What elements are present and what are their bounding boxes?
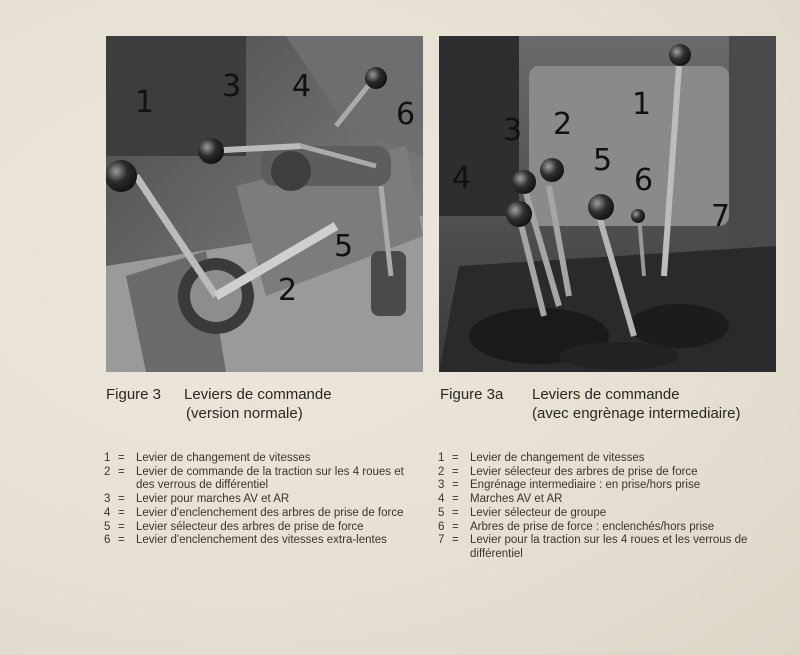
equals-sign: = xyxy=(452,452,459,464)
legend-item xyxy=(438,452,768,466)
figure-3-caption xyxy=(106,385,332,423)
legend-text: Marches AV et AR xyxy=(470,493,563,506)
legend-text: Levier de changement de vitesses xyxy=(136,452,311,464)
equals-sign: = xyxy=(452,493,459,506)
callout-label: 1 xyxy=(135,85,155,120)
callout-label: 3 xyxy=(503,113,523,148)
legend-key: 7 xyxy=(438,534,445,547)
callout-label: 6 xyxy=(634,163,654,198)
legend-item xyxy=(438,493,768,507)
legend-text: Engrénage intermediaire : en prise/hors prise xyxy=(470,479,701,492)
equals-sign: = xyxy=(452,520,459,533)
figure-subtitle: (version normale) xyxy=(186,405,303,422)
legend-key: 2 xyxy=(104,465,111,478)
legend-item xyxy=(438,534,768,561)
legend-item xyxy=(104,507,416,521)
equals-sign: = xyxy=(118,506,125,519)
legend-item xyxy=(104,466,416,493)
legend-item xyxy=(438,479,768,493)
legend-item xyxy=(104,521,416,535)
equals-sign: = xyxy=(452,506,459,519)
legend-item xyxy=(438,466,768,480)
callout-label: 2 xyxy=(553,107,573,142)
legend-text: Levier sélecteur des arbres de prise de force xyxy=(136,520,364,533)
callout-label: 6 xyxy=(396,97,416,132)
figure-number: Figure 3 xyxy=(106,386,162,403)
equals-sign: = xyxy=(118,493,125,506)
legend-text: Levier d'enclenchement des arbres de prise de force xyxy=(136,506,404,519)
equals-sign: = xyxy=(452,465,459,478)
figure-3a-caption xyxy=(440,385,740,423)
legend-item xyxy=(438,521,768,535)
equals-sign: = xyxy=(118,534,125,547)
callout-label: 4 xyxy=(292,69,312,104)
legend-key: 4 xyxy=(438,493,445,506)
legend-item xyxy=(104,452,416,466)
legend-key: 3 xyxy=(438,479,445,492)
callout-label: 3 xyxy=(222,69,242,104)
legend-key: 6 xyxy=(438,520,445,533)
figure-3a-photo xyxy=(439,36,776,372)
equals-sign: = xyxy=(118,520,125,533)
legend-text: Arbres de prise de force : enclenchés/hors prise xyxy=(470,520,715,533)
callout-label: 4 xyxy=(452,161,472,196)
figure-3-photo xyxy=(106,36,423,372)
callout-label: 2 xyxy=(278,273,298,308)
legend-key: 5 xyxy=(104,520,111,533)
equals-sign: = xyxy=(118,452,125,464)
legend-text: Levier sélecteur de groupe xyxy=(470,506,607,519)
equals-sign: = xyxy=(452,479,459,492)
callout-label: 1 xyxy=(632,87,652,122)
callout-label: 7 xyxy=(711,199,731,234)
legend-key: 6 xyxy=(104,534,111,547)
legend-text: Levier de changement de vitesses xyxy=(470,452,645,464)
legend-text: Levier pour marches AV et AR xyxy=(136,493,290,506)
legend-key: 5 xyxy=(438,506,445,519)
legend-text: Levier de commande de la traction sur les 4 roues et des verrous de différentiel xyxy=(136,465,404,492)
legend-text: Levier d'enclenchement des vitesses extra-lentes xyxy=(136,534,387,547)
figure-title: Leviers de commande xyxy=(184,386,332,403)
figure-subtitle: (avec engrènage intermediaire) xyxy=(532,405,741,422)
equals-sign: = xyxy=(118,465,125,478)
legend-key: 1 xyxy=(438,452,445,464)
legend-key: 3 xyxy=(104,493,111,506)
figure-3-legend xyxy=(104,452,416,548)
callout-label: 5 xyxy=(334,229,354,264)
legend-key: 1 xyxy=(104,452,111,464)
legend-item xyxy=(104,493,416,507)
legend-text: Levier pour la traction sur les 4 roues et les verrous de différentiel xyxy=(470,534,748,560)
legend-text: Levier sélecteur des arbres de prise de force xyxy=(470,465,698,478)
legend-key: 2 xyxy=(438,465,445,478)
legend-item xyxy=(438,507,768,521)
figure-number: Figure 3a xyxy=(440,386,504,403)
figure-3a-legend xyxy=(438,452,768,562)
figure-title: Leviers de commande xyxy=(532,386,680,403)
legend-key: 4 xyxy=(104,506,111,519)
callout-label: 5 xyxy=(593,143,613,178)
equals-sign: = xyxy=(452,534,459,547)
legend-item xyxy=(104,534,416,548)
